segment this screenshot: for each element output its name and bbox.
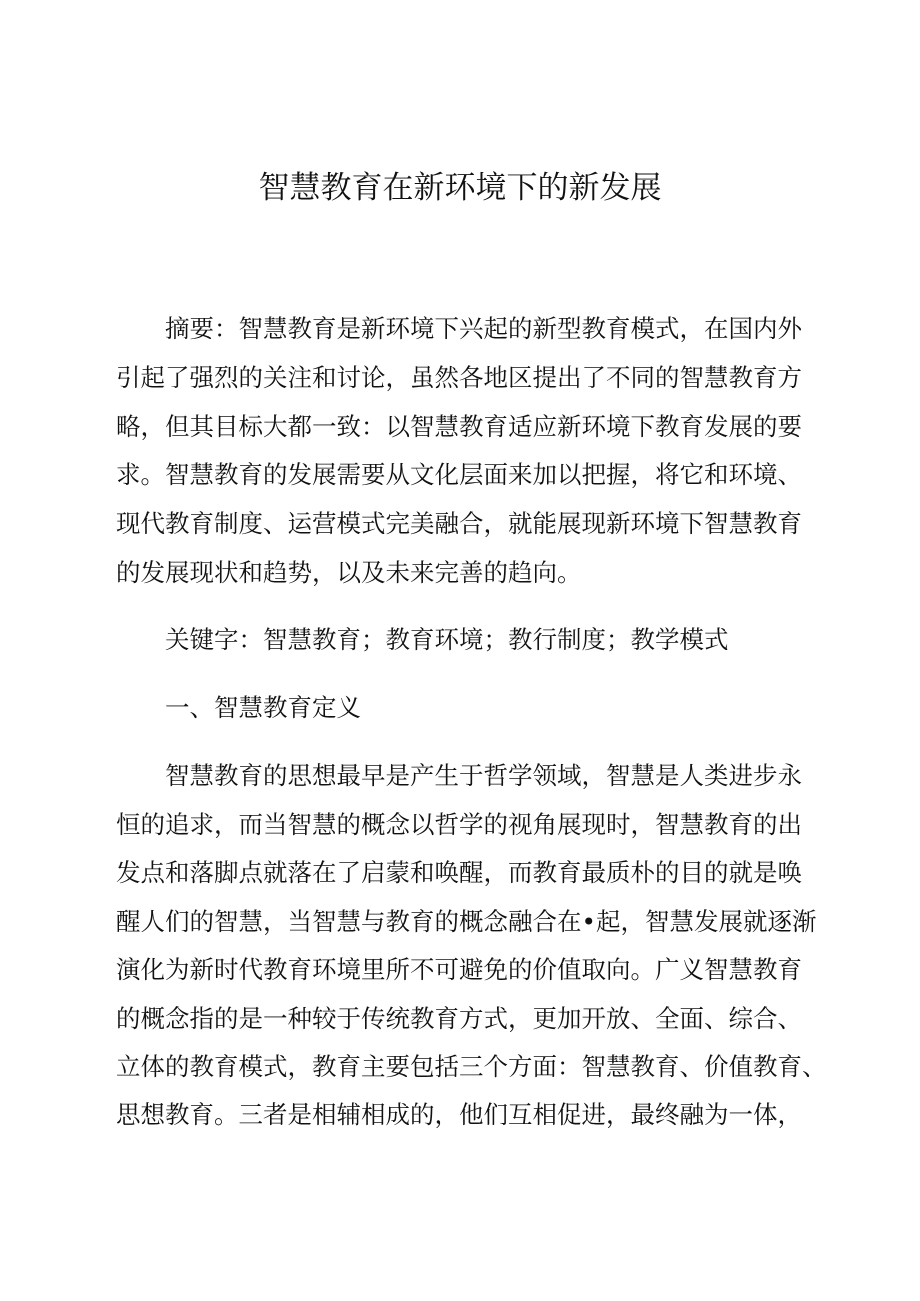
body-line: 立体的教育模式，教育主要包括三个方面：智慧教育、价值教育、 (116, 1052, 827, 1081)
abstract-line: 略，但其目标大都一致：以智慧教育适应新环境下教育发展的要 (116, 412, 802, 441)
section-heading: 一、智慧教育定义 (165, 693, 361, 722)
keywords-line: 关键字：智慧教育；教育环境；教行制度；教学模式 (165, 625, 729, 654)
body-line: 演化为新时代教育环境里所不可避免的价值取向。广义智慧教育 (116, 955, 802, 984)
body-line: 醒人们的智慧，当智慧与教育的概念融合在•起，智慧发展就逐渐 (116, 907, 817, 936)
body-line: 智慧教育的思想最早是产生于哲学领域，智慧是人类进步永 (165, 761, 802, 790)
body-line: 发点和落脚点就落在了启蒙和唤醒，而教育最质朴的目的就是唤 (116, 858, 802, 887)
document-title: 智慧教育在新环境下的新发展 (258, 170, 662, 206)
body-line: 的概念指的是一种较于传统教育方式，更加开放、全面、综合、 (116, 1004, 802, 1033)
abstract-line: 现代教育制度、运营模式完美融合，就能展现新环境下智慧教育 (116, 509, 802, 538)
abstract-line: 求。智慧教育的发展需要从文化层面来加以把握，将它和环境、 (116, 460, 802, 489)
abstract-line: 摘要：智慧教育是新环境下兴起的新型教育模式，在国内外 (165, 314, 802, 343)
body-line: 恒的追求，而当智慧的概念以哲学的视角展现时，智慧教育的出 (116, 810, 802, 839)
abstract-line: 的发展现状和趋势，以及未来完善的趋向。 (116, 558, 582, 587)
abstract-line: 引起了强烈的关注和讨论，虽然各地区提出了不同的智慧教育方 (116, 363, 802, 392)
body-line: 思想教育。三者是相辅相成的，他们互相促进，最终融为一体， (116, 1100, 802, 1129)
